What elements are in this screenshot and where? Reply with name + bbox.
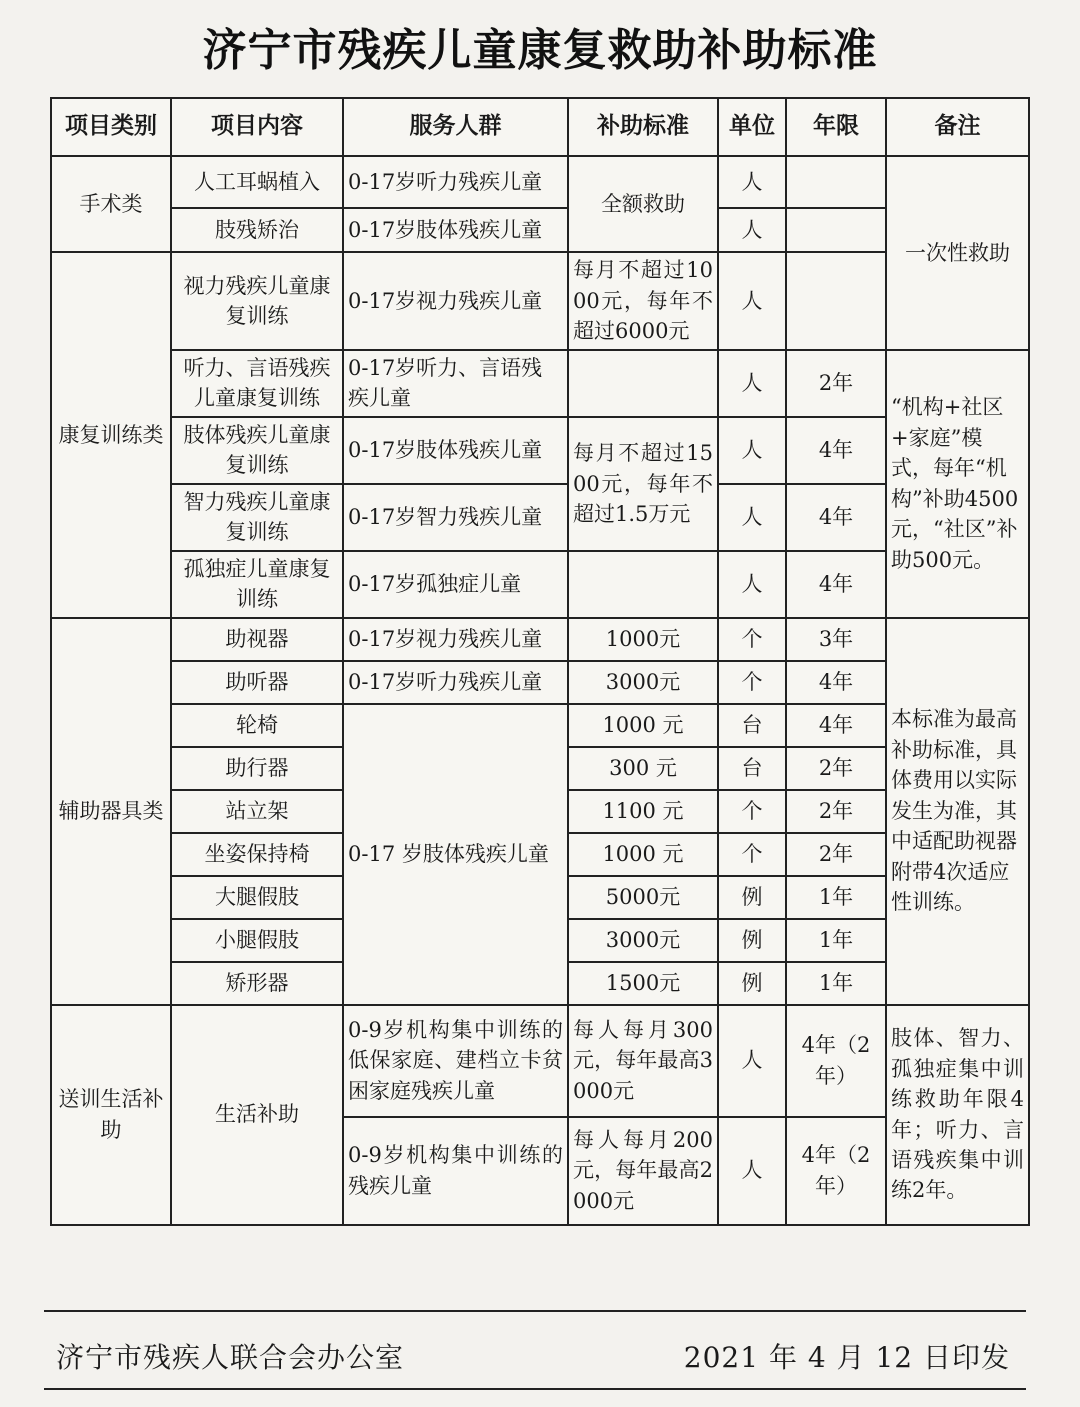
unit-cell: 人 (718, 484, 786, 551)
years-cell: 4年 (786, 661, 886, 704)
standard-cell: 每人每月300元，每年最高3000元 (568, 1005, 718, 1117)
item-cell: 站立架 (171, 790, 343, 833)
note-cell: 一次性救助 (886, 156, 1029, 350)
unit-cell: 人 (718, 1117, 786, 1225)
standard-cell: 1500元 (568, 962, 718, 1005)
unit-cell: 例 (718, 919, 786, 962)
table-row (51, 1005, 1029, 1117)
years-cell (786, 208, 886, 252)
standard-cell: 每月不超过1500元，每年不超过1.5万元 (568, 417, 718, 551)
table-row (51, 417, 1029, 484)
standard-cell (568, 350, 718, 417)
item-cell: 小腿假肢 (171, 919, 343, 962)
group-cell: 0-17岁听力残疾儿童 (343, 156, 568, 208)
header-unit: 单位 (718, 98, 786, 156)
years-cell: 4年 (786, 484, 886, 551)
item-cell: 助行器 (171, 747, 343, 790)
standard-cell: 1000 元 (568, 833, 718, 876)
unit-cell: 人 (718, 156, 786, 208)
years-cell: 1年 (786, 962, 886, 1005)
years-cell: 4年 (786, 551, 886, 618)
item-cell: 肢体残疾儿童康复训练 (171, 417, 343, 484)
years-cell: 4年 (786, 704, 886, 747)
table-row (51, 208, 1029, 252)
item-cell: 矫形器 (171, 962, 343, 1005)
unit-cell: 人 (718, 417, 786, 484)
group-cell: 0-9岁机构集中训练的低保家庭、建档立卡贫困家庭残疾儿童 (343, 1005, 568, 1117)
item-cell: 生活补助 (171, 1005, 343, 1225)
table-row (51, 156, 1029, 208)
table-row (51, 704, 1029, 747)
table-row (51, 618, 1029, 661)
standard-cell: 1100 元 (568, 790, 718, 833)
item-cell: 轮椅 (171, 704, 343, 747)
table-row (51, 350, 1029, 417)
footer-date: 2021 年 4 月 12 日印发 (683, 1341, 1010, 1374)
unit-cell: 人 (718, 252, 786, 350)
note-cell: “机构+社区+家庭”模式，每年“机构”补助4500元，“社区”补助500元。 (886, 350, 1029, 618)
note-cell: 肢体、智力、孤独症集中训练救助年限4年；听力、言语残疾集中训练2年。 (886, 1005, 1029, 1225)
item-cell: 视力残疾儿童康复训练 (171, 252, 343, 350)
item-cell: 听力、言语残疾儿童康复训练 (171, 350, 343, 417)
group-cell: 0-17岁肢体残疾儿童 (343, 208, 568, 252)
standard-cell: 5000元 (568, 876, 718, 919)
item-cell: 助听器 (171, 661, 343, 704)
footer-organization: 济宁市残疾人联合会办公室 (56, 1341, 405, 1374)
standard-cell (568, 551, 718, 618)
header-row (51, 98, 1029, 156)
footer-bottom-divider (44, 1388, 1026, 1390)
group-cell: 0-17岁听力、言语残疾儿童 (343, 350, 568, 417)
years-cell: 1年 (786, 876, 886, 919)
years-cell: 2年 (786, 790, 886, 833)
years-cell: 2年 (786, 833, 886, 876)
standard-cell: 每人每月200元，每年最高2000元 (568, 1117, 718, 1225)
category-cell: 手术类 (51, 156, 171, 252)
subsidy-table (50, 97, 1030, 1226)
unit-cell: 人 (718, 1005, 786, 1117)
years-cell: 2年 (786, 747, 886, 790)
header-item: 项目内容 (171, 98, 343, 156)
table-row (51, 252, 1029, 350)
unit-cell: 台 (718, 704, 786, 747)
unit-cell: 个 (718, 790, 786, 833)
years-cell: 3年 (786, 618, 886, 661)
group-cell: 0-17岁听力残疾儿童 (343, 661, 568, 704)
item-cell: 人工耳蜗植入 (171, 156, 343, 208)
unit-cell: 例 (718, 876, 786, 919)
note-cell: 本标准为最高补助标准，具体费用以实际发生为准，其中适配助视器附带4次适应性训练。 (886, 618, 1029, 1005)
category-cell: 康复训练类 (51, 252, 171, 618)
years-cell (786, 156, 886, 208)
standard-cell: 3000元 (568, 919, 718, 962)
category-cell: 送训生活补助 (51, 1005, 171, 1225)
unit-cell: 人 (718, 350, 786, 417)
years-cell: 4年 (786, 417, 886, 484)
group-cell: 0-17岁智力残疾儿童 (343, 484, 568, 551)
item-cell: 助视器 (171, 618, 343, 661)
years-cell: 4年（2年） (786, 1005, 886, 1117)
item-cell: 肢残矫治 (171, 208, 343, 252)
unit-cell: 个 (718, 833, 786, 876)
header-standard: 补助标准 (568, 98, 718, 156)
table-row (51, 551, 1029, 618)
unit-cell: 人 (718, 208, 786, 252)
standard-cell: 全额救助 (568, 156, 718, 252)
header-group: 服务人群 (343, 98, 568, 156)
item-cell: 孤独症儿童康复训练 (171, 551, 343, 618)
unit-cell: 个 (718, 618, 786, 661)
group-cell: 0-9岁机构集中训练的残疾儿童 (343, 1117, 568, 1225)
years-cell: 2年 (786, 350, 886, 417)
standard-cell: 300 元 (568, 747, 718, 790)
unit-cell: 人 (718, 551, 786, 618)
category-cell: 辅助器具类 (51, 618, 171, 1005)
header-category: 项目类别 (51, 98, 171, 156)
table-row (51, 484, 1029, 551)
unit-cell: 个 (718, 661, 786, 704)
group-cell: 0-17岁视力残疾儿童 (343, 252, 568, 350)
header-note: 备注 (886, 98, 1029, 156)
standard-cell: 1000元 (568, 618, 718, 661)
item-cell: 坐姿保持椅 (171, 833, 343, 876)
item-cell: 大腿假肢 (171, 876, 343, 919)
page-title: 济宁市残疾儿童康复救助补助标准 (202, 25, 878, 76)
table-row (51, 661, 1029, 704)
standard-cell: 1000 元 (568, 704, 718, 747)
group-cell: 0-17岁视力残疾儿童 (343, 618, 568, 661)
unit-cell: 台 (718, 747, 786, 790)
standard-cell: 每月不超过1000元，每年不超过6000元 (568, 252, 718, 350)
group-cell: 0-17岁肢体残疾儿童 (343, 417, 568, 484)
standard-cell: 3000元 (568, 661, 718, 704)
years-cell (786, 252, 886, 350)
years-cell: 1年 (786, 919, 886, 962)
group-cell: 0-17 岁肢体残疾儿童 (343, 704, 568, 1005)
years-cell: 4年（2年） (786, 1117, 886, 1225)
item-cell: 智力残疾儿童康复训练 (171, 484, 343, 551)
header-years: 年限 (786, 98, 886, 156)
group-cell: 0-17岁孤独症儿童 (343, 551, 568, 618)
unit-cell: 例 (718, 962, 786, 1005)
footer-top-divider (44, 1310, 1026, 1312)
